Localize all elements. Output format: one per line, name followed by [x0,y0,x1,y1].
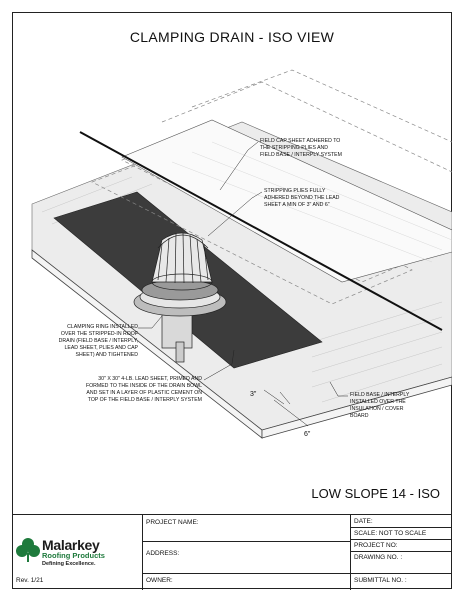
dimension-3in: 3" [250,391,257,398]
tb-divider [142,573,350,574]
tb-divider [350,573,452,574]
svg-text:SHEET) AND TIGHTENED: SHEET) AND TIGHTENED [75,352,138,358]
svg-text:FIELD BASE / INTERPLY: FIELD BASE / INTERPLY [350,392,410,398]
svg-text:AND SET IN A LAYER OF PLASTIC: AND SET IN A LAYER OF PLASTIC CEMENT ON [86,390,202,396]
tb-divider [350,539,452,540]
svg-text:ADHERED BEYOND THE LEAD: ADHERED BEYOND THE LEAD [264,195,340,201]
tb-divider [142,541,350,542]
drawing-title: CLAMPING DRAIN - ISO VIEW [129,29,335,45]
company-name: Malarkey [42,537,100,553]
revision-label: Rev. 1/21 [16,577,44,584]
address-label: ADDRESS: [146,550,180,557]
note-clamping [59,324,139,358]
title-block [12,514,452,589]
svg-text:FIELD CAP SHEET ADHERED TO: FIELD CAP SHEET ADHERED TO [260,138,341,144]
shamrock-icon [16,537,40,563]
note-field-base [350,392,410,419]
tb-divider [350,551,452,552]
svg-text:INSULATION / COVER: INSULATION / COVER [350,406,404,412]
svg-text:FORMED TO THE INSIDE OF THE DR: FORMED TO THE INSIDE OF THE DRAIN BOWL [85,383,202,389]
submittal-no-label: SUBMITTAL NO. : [354,577,407,584]
iso-drawing [12,12,452,482]
company-logo [16,537,141,573]
tb-divider [350,527,452,528]
tb-divider [142,515,143,590]
note-lead [86,376,202,403]
svg-text:DRAIN (FIELD BASE / INTERPLY,: DRAIN (FIELD BASE / INTERPLY, [58,338,138,344]
project-no-label: PROJECT NO: [354,542,398,549]
svg-text:SHEET A MIN OF 3" AND 6": SHEET A MIN OF 3" AND 6" [264,202,330,208]
owner-label: OWNER: [146,577,173,584]
svg-text:THE STRIPPING PLIES AND: THE STRIPPING PLIES AND [260,145,329,151]
svg-text:TOP OF THE FIELD BASE / INTERP: TOP OF THE FIELD BASE / INTERPLY SYSTEM [87,397,202,403]
scale-label: SCALE: NOT TO SCALE [354,530,427,537]
svg-text:BOARD: BOARD [350,413,369,419]
project-name-label: PROJECT NAME: [146,519,199,526]
svg-text:CLAMPING RING INSTALLED: CLAMPING RING INSTALLED [67,324,138,330]
svg-text:FIELD BASE / INTERPLY SYSTEM: FIELD BASE / INTERPLY SYSTEM [260,152,342,158]
note-field-cap [260,138,342,158]
drawing-no-label: DRAWING NO. : [354,554,403,561]
date-label: DATE: [354,518,373,525]
dimension-6in: 6" [304,431,311,438]
company-sub: Roofing Products [42,551,105,560]
svg-text:LEAD SHEET, PLIES AND CAP: LEAD SHEET, PLIES AND CAP [64,345,138,351]
svg-text:INSTALLED OVER THE: INSTALLED OVER THE [350,399,406,405]
svg-text:30" X 30" 4-LB. LEAD SHEET, PR: 30" X 30" 4-LB. LEAD SHEET, PRIMED AND [98,376,202,382]
company-tagline: Defining Excellence. [42,561,96,567]
svg-text:OVER THE STRIPPED-IN ROOF: OVER THE STRIPPED-IN ROOF [60,331,138,337]
sheet-name: LOW SLOPE 14 - ISO [311,486,440,501]
svg-text:STRIPPING PLIES FULLY: STRIPPING PLIES FULLY [264,188,326,194]
